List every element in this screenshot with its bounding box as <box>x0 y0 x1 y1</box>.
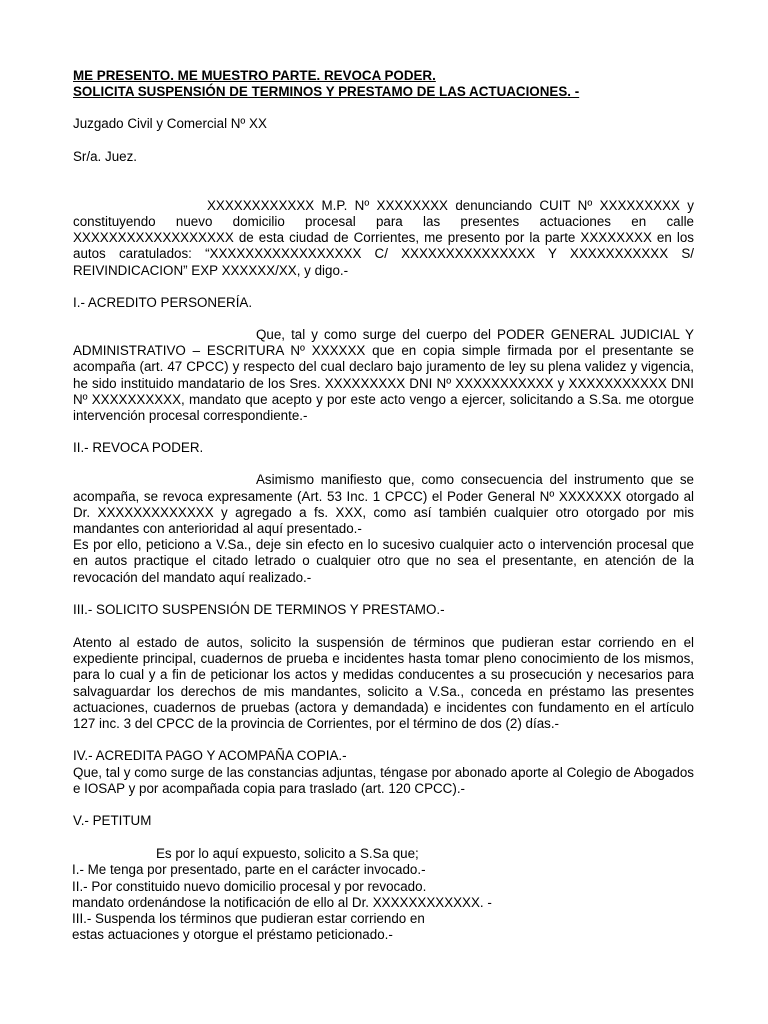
salutation: Sr/a. Juez. <box>73 148 138 164</box>
document-title-line-1: ME PRESENTO. ME MUESTRO PARTE. REVOCA PODER. <box>73 68 436 83</box>
section-4-body: Que, tal y como surge de las constancias adjuntas, téngase por abonado aporte al Colegio de Abogados e IOSAP y por acompañada copia para traslado (art. 120 CPCC).- <box>73 764 694 796</box>
petitum-line: I.- Me tenga por presentado, parte en el carácter invocado.- <box>72 862 426 878</box>
petitum-line: estas actuaciones y otorgue el préstamo peticionado.- <box>72 927 393 943</box>
petitum-line: mandato ordenándose la notificación de ello al Dr. XXXXXXXXXXXX. - <box>72 894 492 910</box>
section-2-body-1: Asimismo manifiesto que, como consecuencia del instrumento que se acompaña, se revoca expresamente (Art. 53 Inc. 1 CPCC) el Poder General Nº XXXXXXX otorgado al Dr. XXXXXXXXXXXXX y agregado a fs. XXX, como así también cualquier otro otorgado por mis mandantes con anterioridad al aquí presentado.- <box>73 472 694 537</box>
section-5-heading: V.- PETITUM <box>73 812 152 828</box>
petitum-line: III.- Suspenda los términos que pudieran estar corriendo en <box>72 910 425 926</box>
intro-paragraph: XXXXXXXXXXXX M.P. Nº XXXXXXXX denunciando CUIT Nº XXXXXXXXX y constituyendo nuevo domicilio procesal para las presentes actuaciones en calle XXXXXXXXXXXXXXXXXX de esta ciudad de Corrientes, me presento por la parte XXXXXXXX en los autos caratulados: “XXXXXXXXXXXXXXXXX C/ XXXXXXXXXXXXXXX Y XXXXXXXXXXX S/ REIVINDICACION” EXP XXXXXX/XX, y digo.- <box>73 197 694 278</box>
section-1-heading: I.- ACREDITO PERSONERÍA. <box>73 294 253 310</box>
petitum-list <box>72 862 694 943</box>
petitum-intro: Es por lo aquí expuesto, solicito a S.Sa que; <box>156 846 419 862</box>
section-1-body: Que, tal y como surge del cuerpo del PODER GENERAL JUDICIAL Y ADMINISTRATIVO – ESCRITURA Nº XXXXXX que en copia simple firmada por el presentante se acompaña (art. 47 CPCC) y respecto del cual declaro bajo juramento de ley su plena validez y vigencia, he sido instituido mandatario de los Sres. XXXXXXXXX DNI Nº XXXXXXXXXXX y XXXXXXXXXXX DNI Nº XXXXXXXXXX, mandato que acepto y por este acto vengo a ejercer, solicitando a S.Sa. me otorgue intervención procesal correspondiente.- <box>73 327 694 424</box>
document-page <box>73 68 694 943</box>
section-2-body-2: Es por ello, peticiono a V.Sa., deje sin efecto en lo sucesivo cualquier acto o intervención procesal que en autos practique el citado letrado o cualquier otro que no sea el presentante, en atención de la revocación del mandato aquí realizado.- <box>73 537 694 585</box>
section-4-heading: IV.- ACREDITA PAGO Y ACOMPAÑA COPIA.- <box>73 748 347 764</box>
court-name: Juzgado Civil y Comercial Nº XX <box>73 116 267 132</box>
section-3-heading: III.- SOLICITO SUSPENSIÓN DE TERMINOS Y PRESTAMO.- <box>73 601 445 617</box>
document-title-line-2: SOLICITA SUSPENSIÓN DE TERMINOS Y PRESTAMO DE LAS ACTUACIONES. - <box>73 84 580 100</box>
section-3-body: Atento al estado de autos, solicito la suspensión de términos que pudieran estar corriendo en el expediente principal, cuadernos de prueba e incidentes hasta tomar pleno conocimiento de los mismos, para lo cual y a fin de peticionar los actos y medidas conducentes a su prosecución y necesarios para salvaguardar los derechos de mis mandantes, solicito a V.Sa., conceda en préstamo las presentes actuaciones, cuadernos de pruebas (actora y demandada) e incidentes con fundamento en el artículo 127 inc. 3 del CPCC de la provincia de Corrientes, por el término de dos (2) días.- <box>73 635 694 732</box>
petitum-line: II.- Por constituido nuevo domicilio procesal y por revocado. <box>72 878 427 894</box>
section-2-heading: II.- REVOCA PODER. <box>73 440 204 456</box>
